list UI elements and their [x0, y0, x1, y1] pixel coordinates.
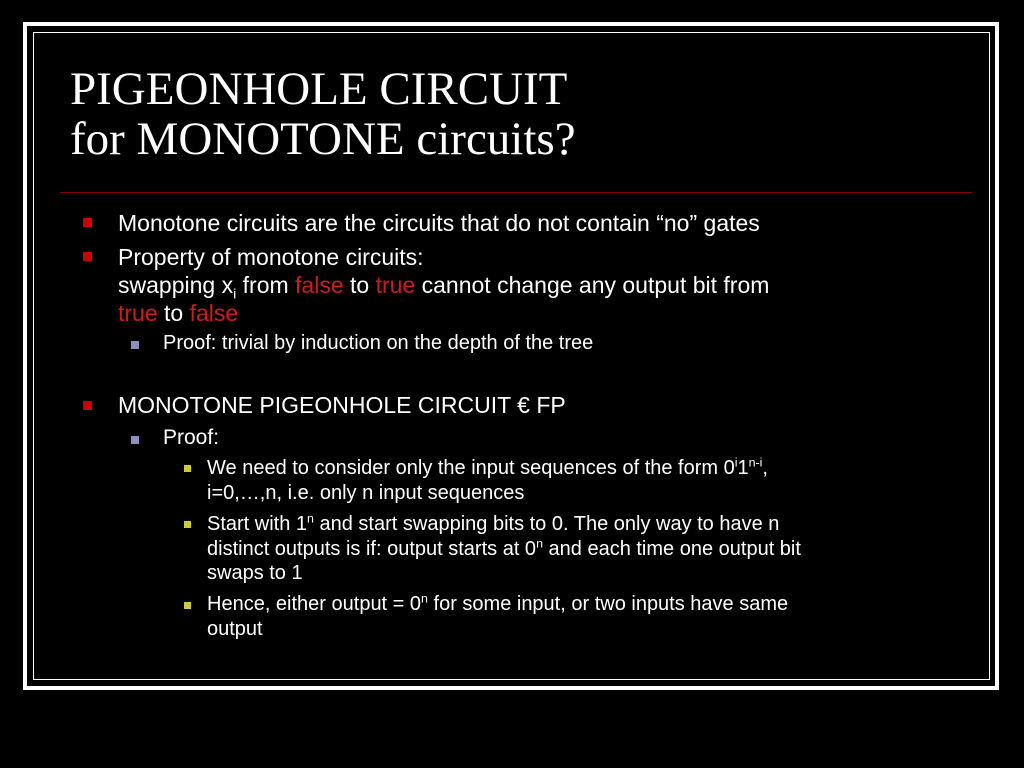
bullet-marker-square-red: [83, 401, 92, 410]
bullet-marker-square-yellow: [184, 521, 191, 528]
bullet-input-sequences-line-1: We need to consider only the input sequences of the form 0$^i$1$^{n-i}$,: [207, 455, 768, 479]
title-line-2: for MONOTONE circuits?: [70, 113, 576, 165]
bullet-swapping-line-3: swaps to 1: [207, 562, 303, 584]
title-divider: [60, 192, 972, 193]
keyword-false: false: [295, 272, 344, 298]
keyword-true: true: [118, 300, 158, 326]
bullet-monotone-pigeonhole: MONOTONE PIGEONHOLE CIRCUIT € FP: [118, 392, 566, 418]
bullet-marker-square-red: [83, 218, 92, 227]
bullet-hence-line-1: Hence, either output = $0^n$ for some input, or two inputs have same: [207, 591, 789, 615]
bullet-hence-line-2: output: [207, 618, 263, 640]
slide-title: [70, 64, 576, 164]
bullet-property-line-3: true to false: [118, 300, 239, 326]
bullet-marker-square-yellow: [184, 602, 191, 609]
bullet-marker-square-red: [83, 252, 92, 261]
bullet-marker-square-lavender: [131, 436, 139, 444]
bullet-property-line-2: swapping $x_i$ from false to true cannot change any output bit from: [118, 272, 770, 303]
bullet-property-heading: Property of monotone circuits:: [118, 244, 424, 270]
bullet-proof-label: Proof:: [163, 426, 220, 449]
bullet-input-sequences-line-2: i=0,…,n, i.e. only n input sequences: [207, 482, 525, 504]
bullet-proof-induction: Proof: trivial by induction on the depth of the tree: [163, 332, 594, 354]
bullet-swapping-line-1: Start with 1$^n$ and start swapping bits to 0. The only way to have n: [207, 511, 780, 535]
bullet-marker-square-lavender: [131, 341, 139, 349]
title-line-1: PIGEONHOLE CIRCUIT: [70, 63, 568, 115]
keyword-true: true: [375, 272, 416, 298]
bullet-marker-square-yellow: [184, 465, 191, 472]
bullet-monotone-definition: Monotone circuits are the circuits that do not contain “no” gates: [118, 210, 760, 236]
keyword-false: false: [189, 300, 239, 326]
bullet-swapping-line-2: distinct outputs is if: output starts at 0$^n$ and each time one output bit: [207, 536, 801, 560]
